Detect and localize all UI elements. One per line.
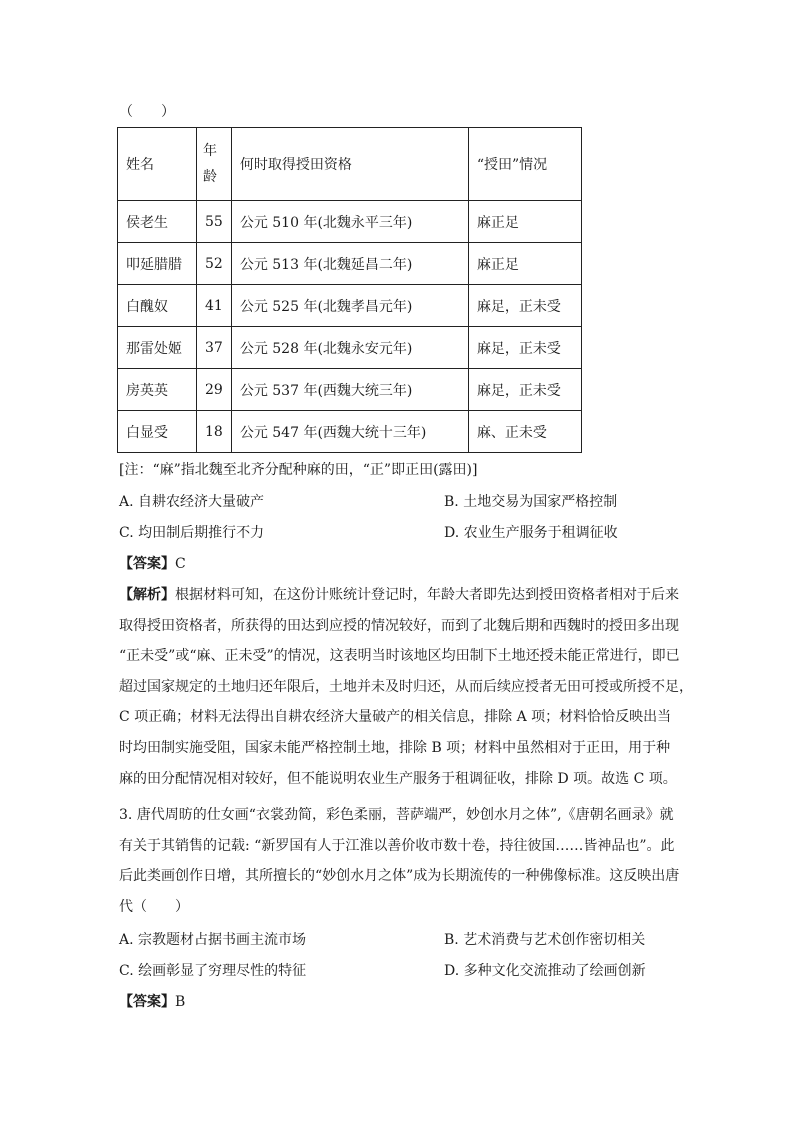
table-row (118, 411, 582, 453)
q2-analysis-line: 【解析】根据材料可知，在这份计账统计登记时，年龄大者即先达到授田资格者相对于后来 (119, 587, 679, 603)
cell-name: 侯老生 (118, 201, 197, 243)
q2-analysis-line: 超过国家规定的土地归还年限后，土地并未及时归还，从而后续应授者无田可授或所授不足， (119, 678, 693, 695)
header-age-char1: 年 (203, 143, 217, 159)
table-row (118, 243, 582, 285)
q3-answer (119, 992, 185, 1012)
table-row (118, 369, 582, 411)
header-grant-status: “授田”情况 (468, 128, 581, 201)
q3-answer-label: 【答案】 (119, 994, 175, 1010)
cell-time: 公元 510 年(北魏永平三年) (231, 201, 468, 243)
cell-status: 麻足，正未受 (468, 369, 581, 411)
q3-option-c: C. 绘画彰显了穷理尽性的特征 (119, 963, 307, 979)
q2-analysis (119, 580, 693, 794)
cell-age: 41 (197, 285, 232, 327)
q2-answer-value: C (175, 556, 186, 572)
cell-status: 麻正足 (468, 243, 581, 285)
q2-analysis-label: 【解析】 (119, 587, 175, 603)
cell-status: 麻、正未受 (468, 411, 581, 453)
q2-analysis-line: 麻的田分配情况相对较好，但不能说明农业生产服务于租调征收，排除 D 项。故选 C 项。 (119, 770, 677, 787)
q3-option-d: D. 多种文化交流推动了绘画创新 (444, 963, 646, 979)
header-age-char2: 龄 (203, 169, 217, 185)
header-name: 姓名 (118, 128, 197, 201)
cell-status: 麻正足 (468, 201, 581, 243)
cell-age: 18 (197, 411, 232, 453)
cell-age: 52 (197, 243, 232, 285)
header-age (197, 128, 232, 201)
q3-stem (119, 800, 679, 922)
table-note: [注：“麻”指北魏至北齐分配种麻的田，“正”即正田(露田)] (119, 462, 478, 478)
header-qualification-time: 何时取得授田资格 (231, 128, 468, 201)
q2-analysis-line: C 项正确；材料无法得出自耕农经济大量破产的相关信息，排除 A 项；材料恰恰反映出当 (119, 709, 672, 726)
table-row (118, 327, 582, 369)
q2-answer-label: 【答案】 (119, 556, 175, 572)
cell-name: 叩延腊腊 (118, 243, 197, 285)
question-paren: （ ） (119, 104, 175, 120)
table-header-row (118, 128, 582, 201)
q2-option-a: A. 自耕农经济大量破产 (119, 494, 265, 510)
cell-time: 公元 537 年(西魏大统三年) (231, 369, 468, 411)
cell-status: 麻足，正未受 (468, 327, 581, 369)
cell-time: 公元 525 年(北魏孝昌元年) (231, 285, 468, 327)
q3-stem-line: 代（ ） (119, 898, 189, 915)
q3-stem-line: 3. 唐代周昉的仕女画“衣裳劲简，彩色柔丽，菩萨端严，妙创水月之体”,《唐朝名画录》就 (119, 807, 674, 823)
q3-option-b: B. 艺术消费与艺术创作密切相关 (444, 932, 646, 948)
cell-time: 公元 513 年(北魏延昌二年) (231, 243, 468, 285)
table-row (118, 201, 582, 243)
q3-option-a: A. 宗教题材占据书画主流市场 (119, 932, 307, 948)
cell-status: 麻足，正未受 (468, 285, 581, 327)
q2-option-d: D. 农业生产服务于租调征收 (444, 525, 618, 541)
q2-answer (119, 554, 186, 574)
cell-age: 37 (197, 327, 232, 369)
cell-time: 公元 547 年(西魏大统十三年) (231, 411, 468, 453)
q2-analysis-line: 时均田制实施受阻，国家未能严格控制土地，排除 B 项；材料中虽然相对于正田，用于种 (119, 739, 671, 756)
q3-stem-line: 后此类画创作日增，其所擅长的“妙创水月之体”成为长期流传的一种佛像标准。这反映出唐 (119, 868, 680, 885)
cell-age: 29 (197, 369, 232, 411)
land-grant-table (117, 127, 582, 453)
cell-name: 房英英 (118, 369, 197, 411)
q2-option-b: B. 土地交易为国家严格控制 (444, 494, 618, 510)
q3-answer-value: B (175, 994, 186, 1010)
cell-name: 白醜奴 (118, 285, 197, 327)
cell-age: 55 (197, 201, 232, 243)
cell-time: 公元 528 年(北魏永安元年) (231, 327, 468, 369)
cell-name: 白显受 (118, 411, 197, 453)
cell-name: 那雷处姬 (118, 327, 197, 369)
q2-analysis-line: “正未受”或“麻、正未受”的情况，这表明当时该地区均田制下土地还授未能正常进行，即已 (119, 648, 680, 665)
q2-analysis-line: 取得授田资格者，所获得的田达到应授的情况较好，而到了北魏后期和西魏时的授田多出现 (119, 617, 679, 634)
q3-stem-line: 有关于其销售的记载: “新罗国有人于江淮以善价收市数十卷，持往彼国……皆神品也”。此 (119, 837, 675, 854)
q2-option-c: C. 均田制后期推行不力 (119, 525, 265, 541)
table-row (118, 285, 582, 327)
